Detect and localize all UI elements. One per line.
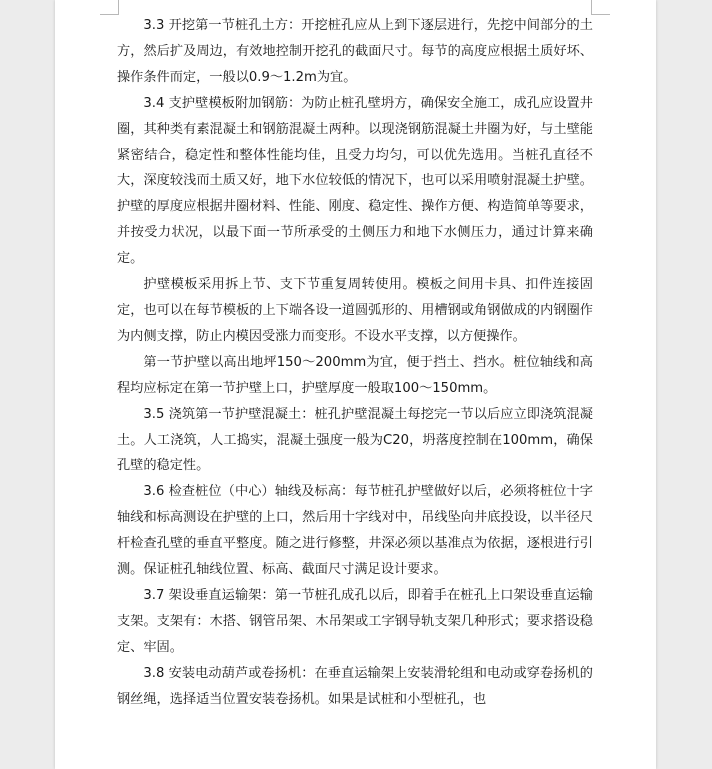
document-body[interactable]: [117, 13, 593, 712]
vertical-scrollbar[interactable]: [702, 0, 712, 769]
paragraph-first-section: 第一节护壁以高出地坪150～200mm为宜，便于挡土、挡水。桩位轴线和高程均应标定在第一节护壁上口，护壁厚度一般取100～150mm。: [117, 354, 593, 396]
document-page: [55, 0, 656, 769]
paragraph-3-7: 3.7 架设垂直运输架：第一节桩孔成孔以后，即着手在桩孔上口架设垂直运输支架。支架有：木搭、钢管吊架、木吊架或工字钢导轨支架几种形式；要求搭设稳定、牢固。: [117, 587, 593, 655]
paragraph-3-6: 3.6 检查桩位（中心）轴线及标高：每节桩孔护壁做好以后，必须将桩位十字轴线和标高测设在护壁的上口，然后用十字线对中，吊线坠向井底投设，以半径尺杆检查孔壁的垂直平整度。随之进行修整，井深必须以基准点为依据，逐根进行引测。保证桩孔轴线位置、标高、截面尺寸满足设计要求。: [117, 484, 593, 578]
paragraph-3-4: 3.4 支护壁模板附加钢筋：为防止桩孔壁坍方，确保安全施工，成孔应设置井圈，其种类有素混凝土和钢筋混凝土两种。以现浇钢筋混凝土井圈为好，与土壁能紧密结合，稳定性和整体性能均佳，且受力均匀，可以优先选用。当桩孔直径不大，深度较浅而土质又好，地下水位较低的情况下，也可以采用喷射混凝土护壁。护壁的厚度应根据井圈材料、性能、刚度、稳定性、操作方便、构造简单等要求，并按受力状况，以最下面一节所承受的土侧压力和地下水侧压力，通过计算来确定。: [117, 95, 593, 267]
paragraph-3-3: 3.3 开挖第一节桩孔土方：开挖桩孔应从上到下逐层进行，先挖中间部分的土方，然后扩及周边，有效地控制开挖孔的截面尺寸。每节的高度应根据土质好坏、操作条件而定，一般以0.9～1.2m为宜。: [117, 18, 593, 85]
paragraph-3-8: 3.8 安装电动葫芦或卷扬机：在垂直运输架上安装滑轮组和电动或穿卷扬机的钢丝绳，选择适当位置安装卷扬机。如果是试桩和小型桩孔，也: [117, 665, 593, 707]
page-corner-mark-top-right: [591, 0, 610, 15]
paragraph-formwork: 护壁模板采用拆上节、支下节重复周转使用。模板之间用卡具、扣件连接固定，也可以在每节模板的上下端各设一道圆弧形的、用槽钢或角钢做成的内钢圈作为内侧支撑，防止内模因受涨力而变形。不设水平支撑，以方便操作。: [117, 277, 593, 344]
paragraph-3-5: 3.5 浇筑第一节护壁混凝土：桩孔护壁混凝土每挖完一节以后应立即浇筑混凝土。人工浇筑，人工捣实，混凝土强度一般为C20，坍落度控制在100mm，确保孔壁的稳定性。: [117, 406, 593, 474]
